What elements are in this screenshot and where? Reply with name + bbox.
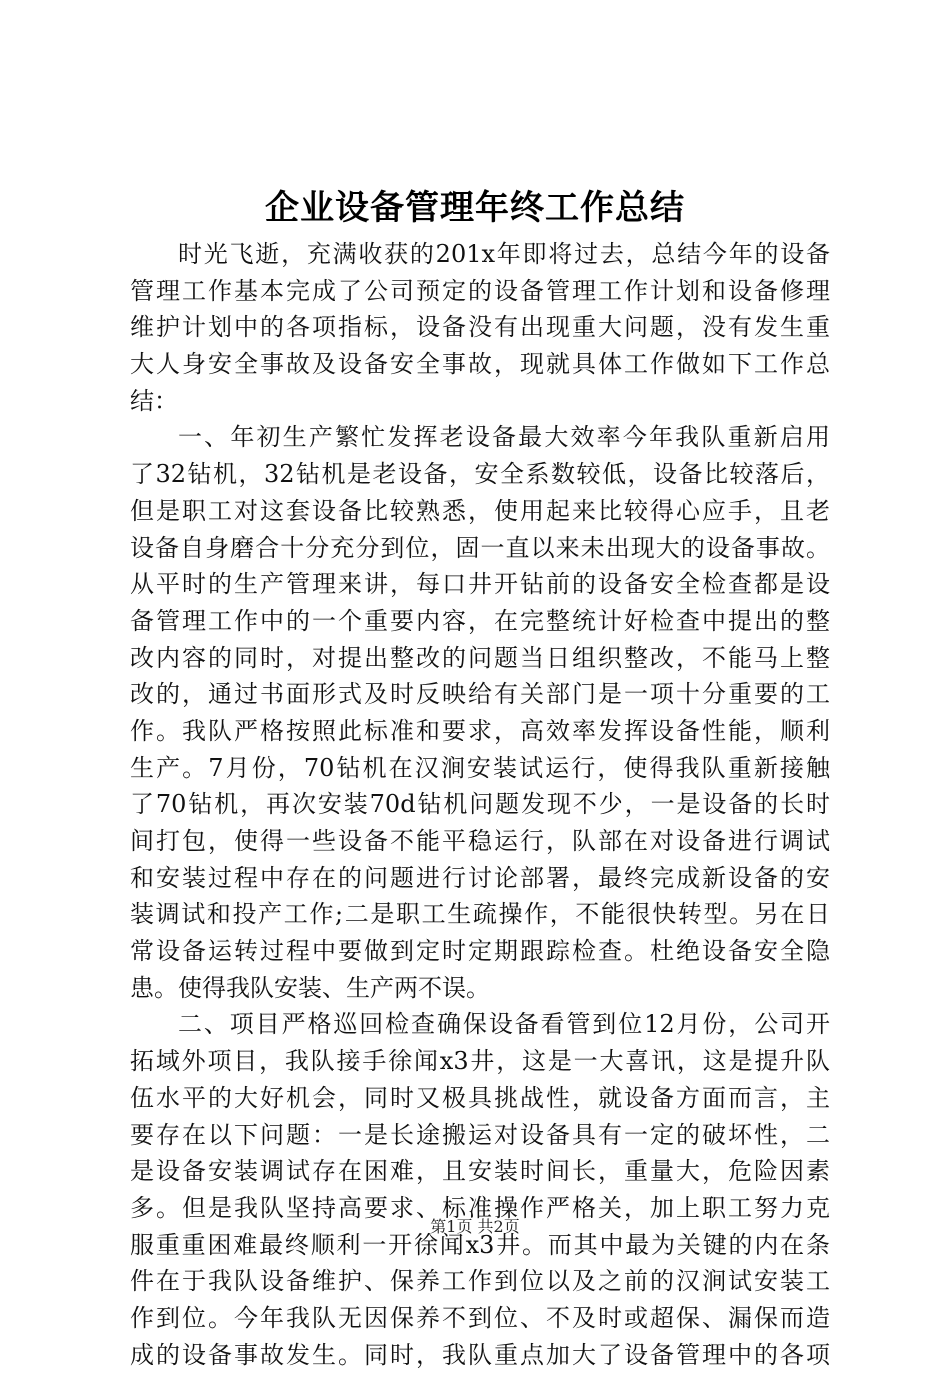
text-line: 常设备运转过程中要做到定时定期跟踪检查。杜绝设备安全隐	[130, 937, 830, 966]
text-line: 件在于我队设备维护、保养工作到位以及之前的汉涧试安装工	[130, 1267, 830, 1296]
text-line: 二、项目严格巡回检查确保设备看管到位12月份，公司开	[178, 1010, 830, 1039]
text-line: 和安装过程中存在的问题进行讨论部署，最终完成新设备的安	[130, 863, 830, 892]
text-line: 了32钻机，32钻机是老设备，安全系数较低，设备比较落后，	[130, 460, 830, 489]
text-line: 但是职工对这套设备比较熟悉，使用起来比较得心应手，且老	[130, 496, 830, 525]
text-line: 改内容的同时，对提出整改的问题当日组织整改，不能马上整	[130, 643, 830, 672]
text-line: 改的，通过书面形式及时反映给有关部门是一项十分重要的工	[130, 680, 830, 709]
text-line: 设备自身磨合十分充分到位，固一直以来未出现大的设备事故。	[130, 533, 830, 562]
text-line: 生产。7月份，70钻机在汉涧安装试运行，使得我队重新接触	[130, 753, 830, 782]
text-line: 装调试和投产工作;二是职工生疏操作，不能很快转型。另在日	[130, 900, 830, 929]
text-line: 多。但是我队坚持高要求、标准操作严格关，加上职工努力克	[130, 1193, 830, 1222]
document-title: 企业设备管理年终工作总结	[265, 188, 685, 228]
text-line: 了70钻机，再次安装70d钻机问题发现不少，一是设备的长时	[130, 790, 830, 819]
text-line: 作。我队严格按照此标准和要求，高效率发挥设备性能，顺利	[130, 716, 830, 745]
text-line: 患。使得我队安装、生产两不误。	[130, 973, 490, 1002]
text-line: 成的设备事故发生。同时，我队重点加大了设备管理中的各项	[130, 1340, 830, 1369]
text-line: 要存在以下问题：一是长途搬运对设备具有一定的破坏性，二	[130, 1120, 830, 1149]
text-line: 备管理工作中的一个重要内容，在完整统计好检查中提出的整	[130, 606, 830, 635]
text-line: 管理工作基本完成了公司预定的设备管理工作计划和设备修理	[130, 276, 830, 305]
text-line: 伍水平的大好机会，同时又极具挑战性，就设备方面而言，主	[130, 1083, 830, 1112]
text-line: 从平时的生产管理来讲，每口井开钻前的设备安全检查都是设	[130, 570, 830, 599]
text-line: 时光飞逝，充满收获的201x年即将过去，总结今年的设备	[178, 240, 830, 268]
text-line: 服重重困难最终顺利一开徐闻x3井。而其中最为关键的内在条	[130, 1230, 830, 1259]
text-line: 作到位。今年我队无因保养不到位、不及时或超保、漏保而造	[130, 1303, 830, 1332]
text-line: 拓域外项目，我队接手徐闻x3井，这是一大喜讯，这是提升队	[130, 1047, 830, 1076]
document-body	[130, 236, 830, 1373]
page-number-footer: 第1页 共2页	[430, 1217, 520, 1236]
text-line: 是设备安装调试存在困难，且安装时间长，重量大，危险因素	[130, 1157, 830, 1186]
text-line: 间打包，使得一些设备不能平稳运行，队部在对设备进行调试	[130, 827, 830, 855]
text-line: 结：	[130, 386, 178, 415]
text-line: 一、年初生产繁忙发挥老设备最大效率今年我队重新启用	[178, 423, 830, 452]
text-line: 大人身安全事故及设备安全事故，现就具体工作做如下工作总	[130, 350, 830, 379]
text-line: 维护计划中的各项指标，设备没有出现重大问题，没有发生重	[130, 313, 830, 342]
